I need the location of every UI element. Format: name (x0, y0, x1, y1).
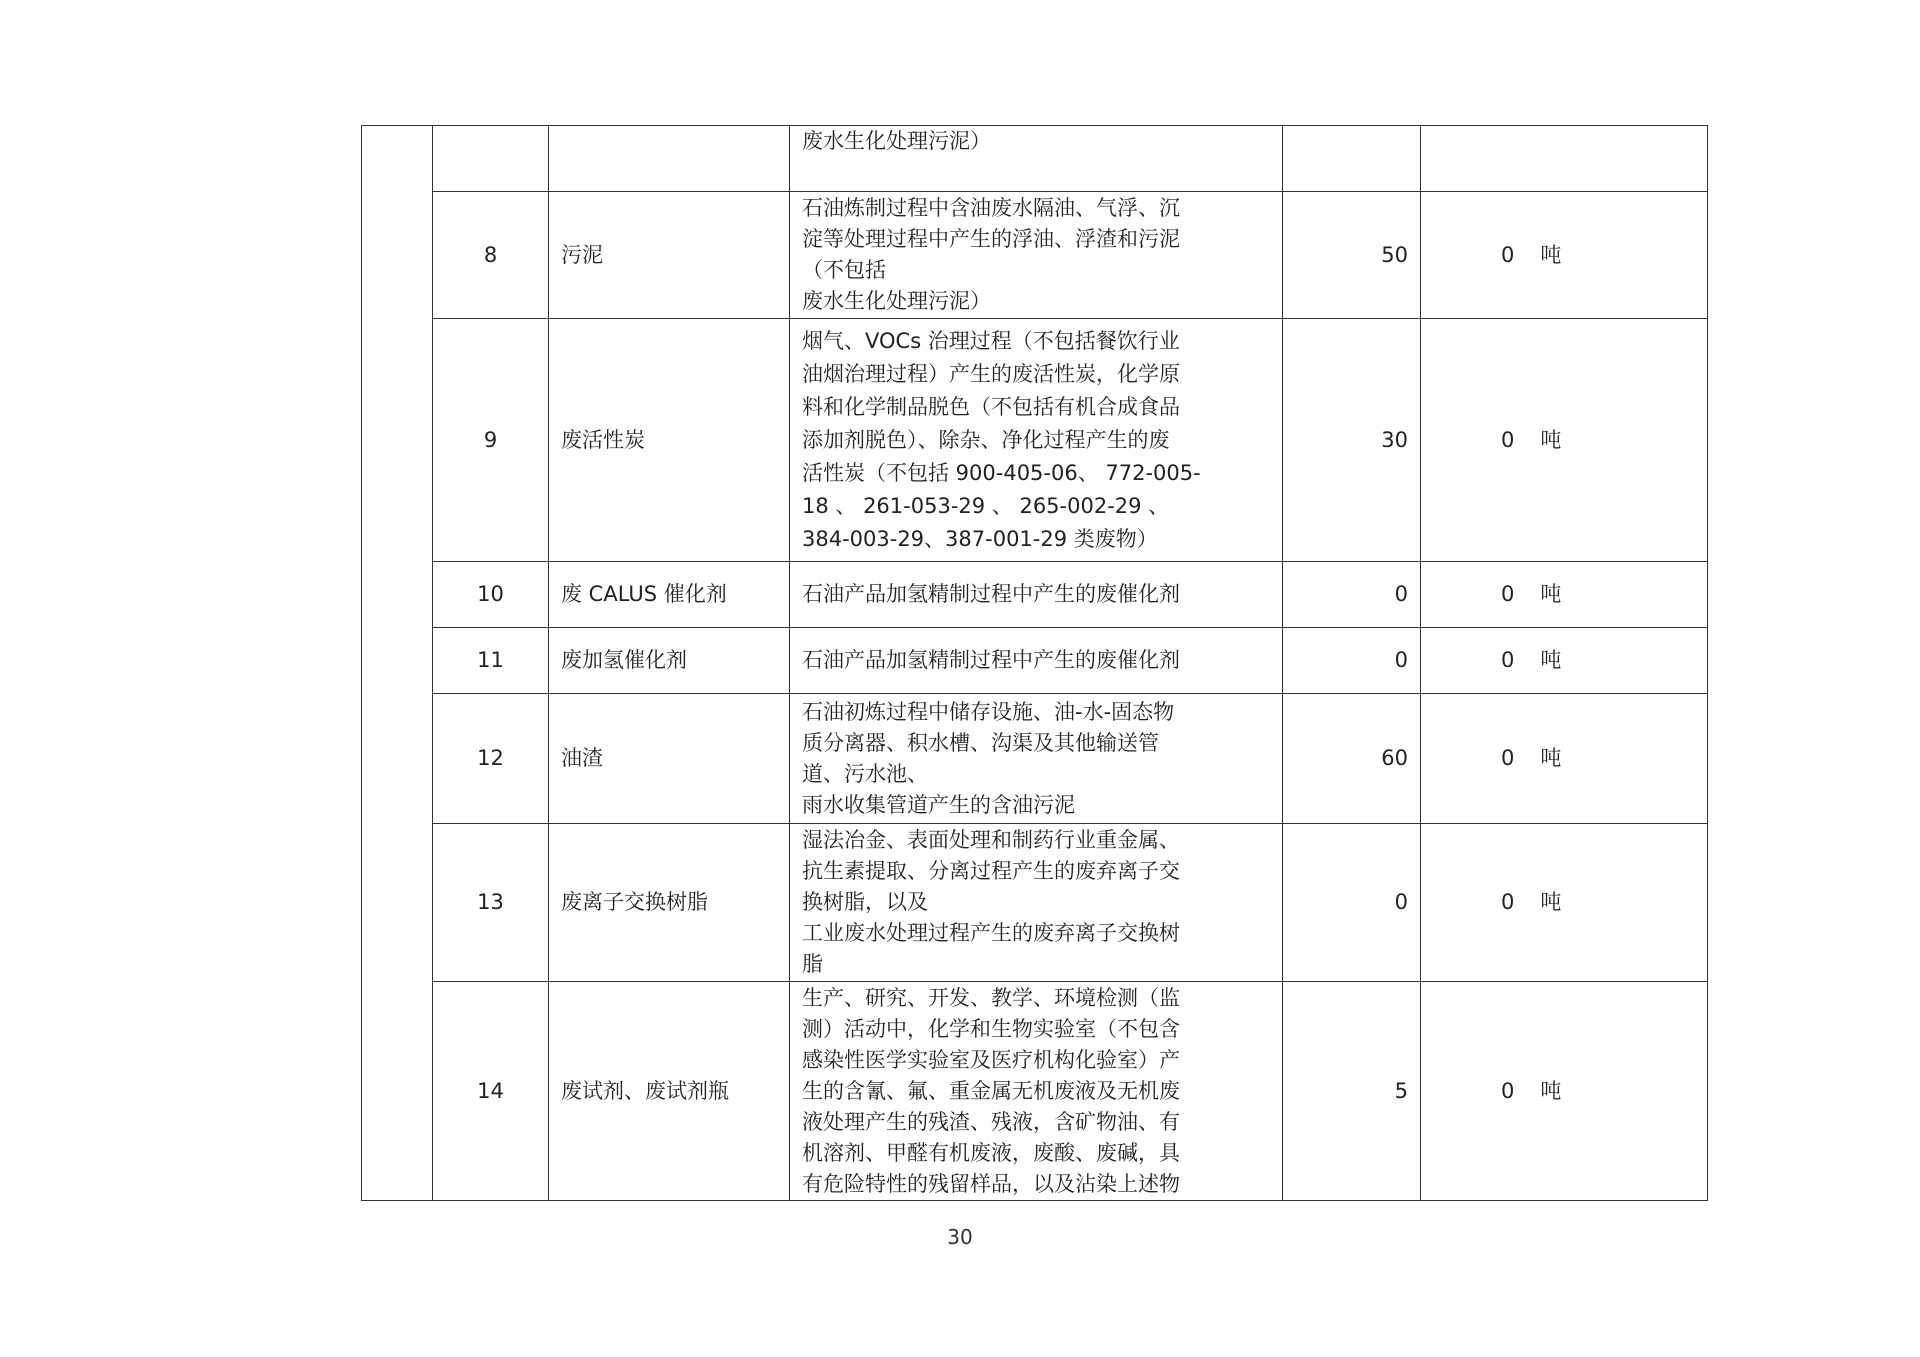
table-row (362, 982, 1708, 1201)
description-line: 石油炼制过程中含油废水隔油、气浮、沉 (802, 196, 1180, 220)
row-number: 12 (433, 694, 549, 824)
waste-name: 油渣 (549, 694, 790, 824)
waste-name: 废离子交换树脂 (549, 824, 790, 982)
description-line: 生产、研究、开发、教学、环境检测（监 (802, 985, 1180, 1010)
description-line: 有危险特性的残留样品，以及沾染上述物 (802, 1171, 1180, 1196)
hazardous-waste-table (361, 125, 1708, 1201)
waste-name: 废试剂、废试剂瓶 (549, 982, 790, 1201)
description-line: 料和化学制品脱色（不包括有机合成食品 (802, 394, 1180, 419)
waste-name: 废活性炭 (549, 319, 790, 562)
waste-amount: 0 (1283, 824, 1421, 982)
description-line: 18 、 261-053-29 、 265-002-29 、 (802, 493, 1170, 518)
table-row (362, 694, 1708, 824)
row-number: 11 (433, 628, 549, 694)
unit-label: 吨 (1540, 582, 1562, 606)
waste-name: 废 CALUS 催化剂 (549, 562, 790, 628)
category-cell (362, 126, 433, 1201)
description-line: （不包括 (802, 258, 886, 282)
description-line: 石油产品加氢精制过程中产生的废催化剂 (802, 582, 1180, 606)
annual-amount (1421, 319, 1708, 562)
table-row (362, 628, 1708, 694)
description-line: 废水生化处理污泥） (802, 289, 991, 313)
waste-amount: 5 (1283, 982, 1421, 1201)
table-body (362, 126, 1708, 1201)
unit-label: 吨 (1540, 890, 1562, 914)
table-row (362, 126, 1708, 192)
annual-value: 0 (1501, 648, 1515, 672)
row-number: 8 (433, 192, 549, 319)
annual-value: 0 (1501, 746, 1515, 770)
waste-amount: 0 (1283, 562, 1421, 628)
annual-amount (1421, 126, 1708, 192)
description-line: 机溶剂、甲醛有机废液，废酸、废碱，具 (802, 1140, 1180, 1165)
description-line: 质分离器、积水槽、沟渠及其他输送管 (802, 730, 1159, 755)
annual-amount (1421, 982, 1708, 1201)
waste-description (790, 319, 1283, 562)
row-number: 13 (433, 824, 549, 982)
description-line: 淀等处理过程中产生的浮油、浮渣和污泥 (802, 227, 1180, 251)
description-line: 感染性医学实验室及医疗机构化验室）产 (802, 1047, 1180, 1072)
row-number: 9 (433, 319, 549, 562)
waste-amount: 60 (1283, 694, 1421, 824)
unit-label: 吨 (1540, 746, 1562, 770)
description-line: 生的含氰、氟、重金属无机废液及无机废 (802, 1078, 1180, 1103)
description-line: 烟气、VOCs 治理过程（不包括餐饮行业 (802, 328, 1180, 353)
waste-amount: 50 (1283, 192, 1421, 319)
description-line: 添加剂脱色）、除杂、净化过程产生的废 (802, 427, 1170, 452)
description-line: 石油初炼过程中储存设施、油-水-固态物 (802, 699, 1175, 724)
waste-description (790, 126, 1283, 192)
row-number: 14 (433, 982, 549, 1201)
waste-description (790, 824, 1283, 982)
waste-amount (1283, 126, 1421, 192)
unit-label: 吨 (1540, 1078, 1562, 1103)
annual-amount (1421, 628, 1708, 694)
row-number: 10 (433, 562, 549, 628)
waste-description (790, 694, 1283, 824)
annual-value: 0 (1501, 427, 1515, 452)
annual-amount (1421, 824, 1708, 982)
annual-amount (1421, 694, 1708, 824)
row-number (433, 126, 549, 192)
annual-value: 0 (1501, 890, 1515, 914)
description-line: 抗生素提取、分离过程产生的废弃离子交 (802, 859, 1180, 883)
unit-label: 吨 (1540, 242, 1562, 267)
table-row (362, 824, 1708, 982)
table-row (362, 192, 1708, 319)
description-line: 湿法冶金、表面处理和制药行业重金属、 (802, 828, 1180, 852)
annual-value: 0 (1501, 1078, 1515, 1103)
description-line: 废水生化处理污泥） (802, 129, 991, 153)
annual-value: 0 (1501, 242, 1515, 267)
description-line: 油烟治理过程）产生的废活性炭，化学原 (802, 361, 1180, 386)
description-line: 384-003-29、387-001-29 类废物） (802, 526, 1158, 551)
description-line: 换树脂，以及 (802, 890, 928, 914)
description-line: 石油产品加氢精制过程中产生的废催化剂 (802, 648, 1180, 672)
description-line: 脂 (802, 952, 823, 976)
annual-value: 0 (1501, 582, 1515, 606)
waste-description (790, 628, 1283, 694)
description-line: 道、污水池、 (802, 761, 928, 786)
waste-description (790, 562, 1283, 628)
waste-description (790, 192, 1283, 319)
description-line: 工业废水处理过程产生的废弃离子交换树 (802, 921, 1180, 945)
waste-name: 废加氢催化剂 (549, 628, 790, 694)
description-line: 活性炭（不包括 900-405-06、 772-005- (802, 460, 1201, 485)
unit-label: 吨 (1540, 427, 1562, 452)
description-line: 测）活动中，化学和生物实验室（不包含 (802, 1016, 1180, 1041)
description-line: 雨水收集管道产生的含油污泥 (802, 792, 1075, 817)
table-row (362, 562, 1708, 628)
description-line: 液处理产生的残渣、残液，含矿物油、有 (802, 1109, 1180, 1134)
annual-amount (1421, 192, 1708, 319)
annual-amount (1421, 562, 1708, 628)
waste-name: 污泥 (549, 192, 790, 319)
waste-amount: 0 (1283, 628, 1421, 694)
unit-label: 吨 (1540, 648, 1562, 672)
page-number: 30 (947, 1225, 973, 1249)
waste-name (549, 126, 790, 192)
table-row (362, 319, 1708, 562)
waste-description (790, 982, 1283, 1201)
waste-amount: 30 (1283, 319, 1421, 562)
